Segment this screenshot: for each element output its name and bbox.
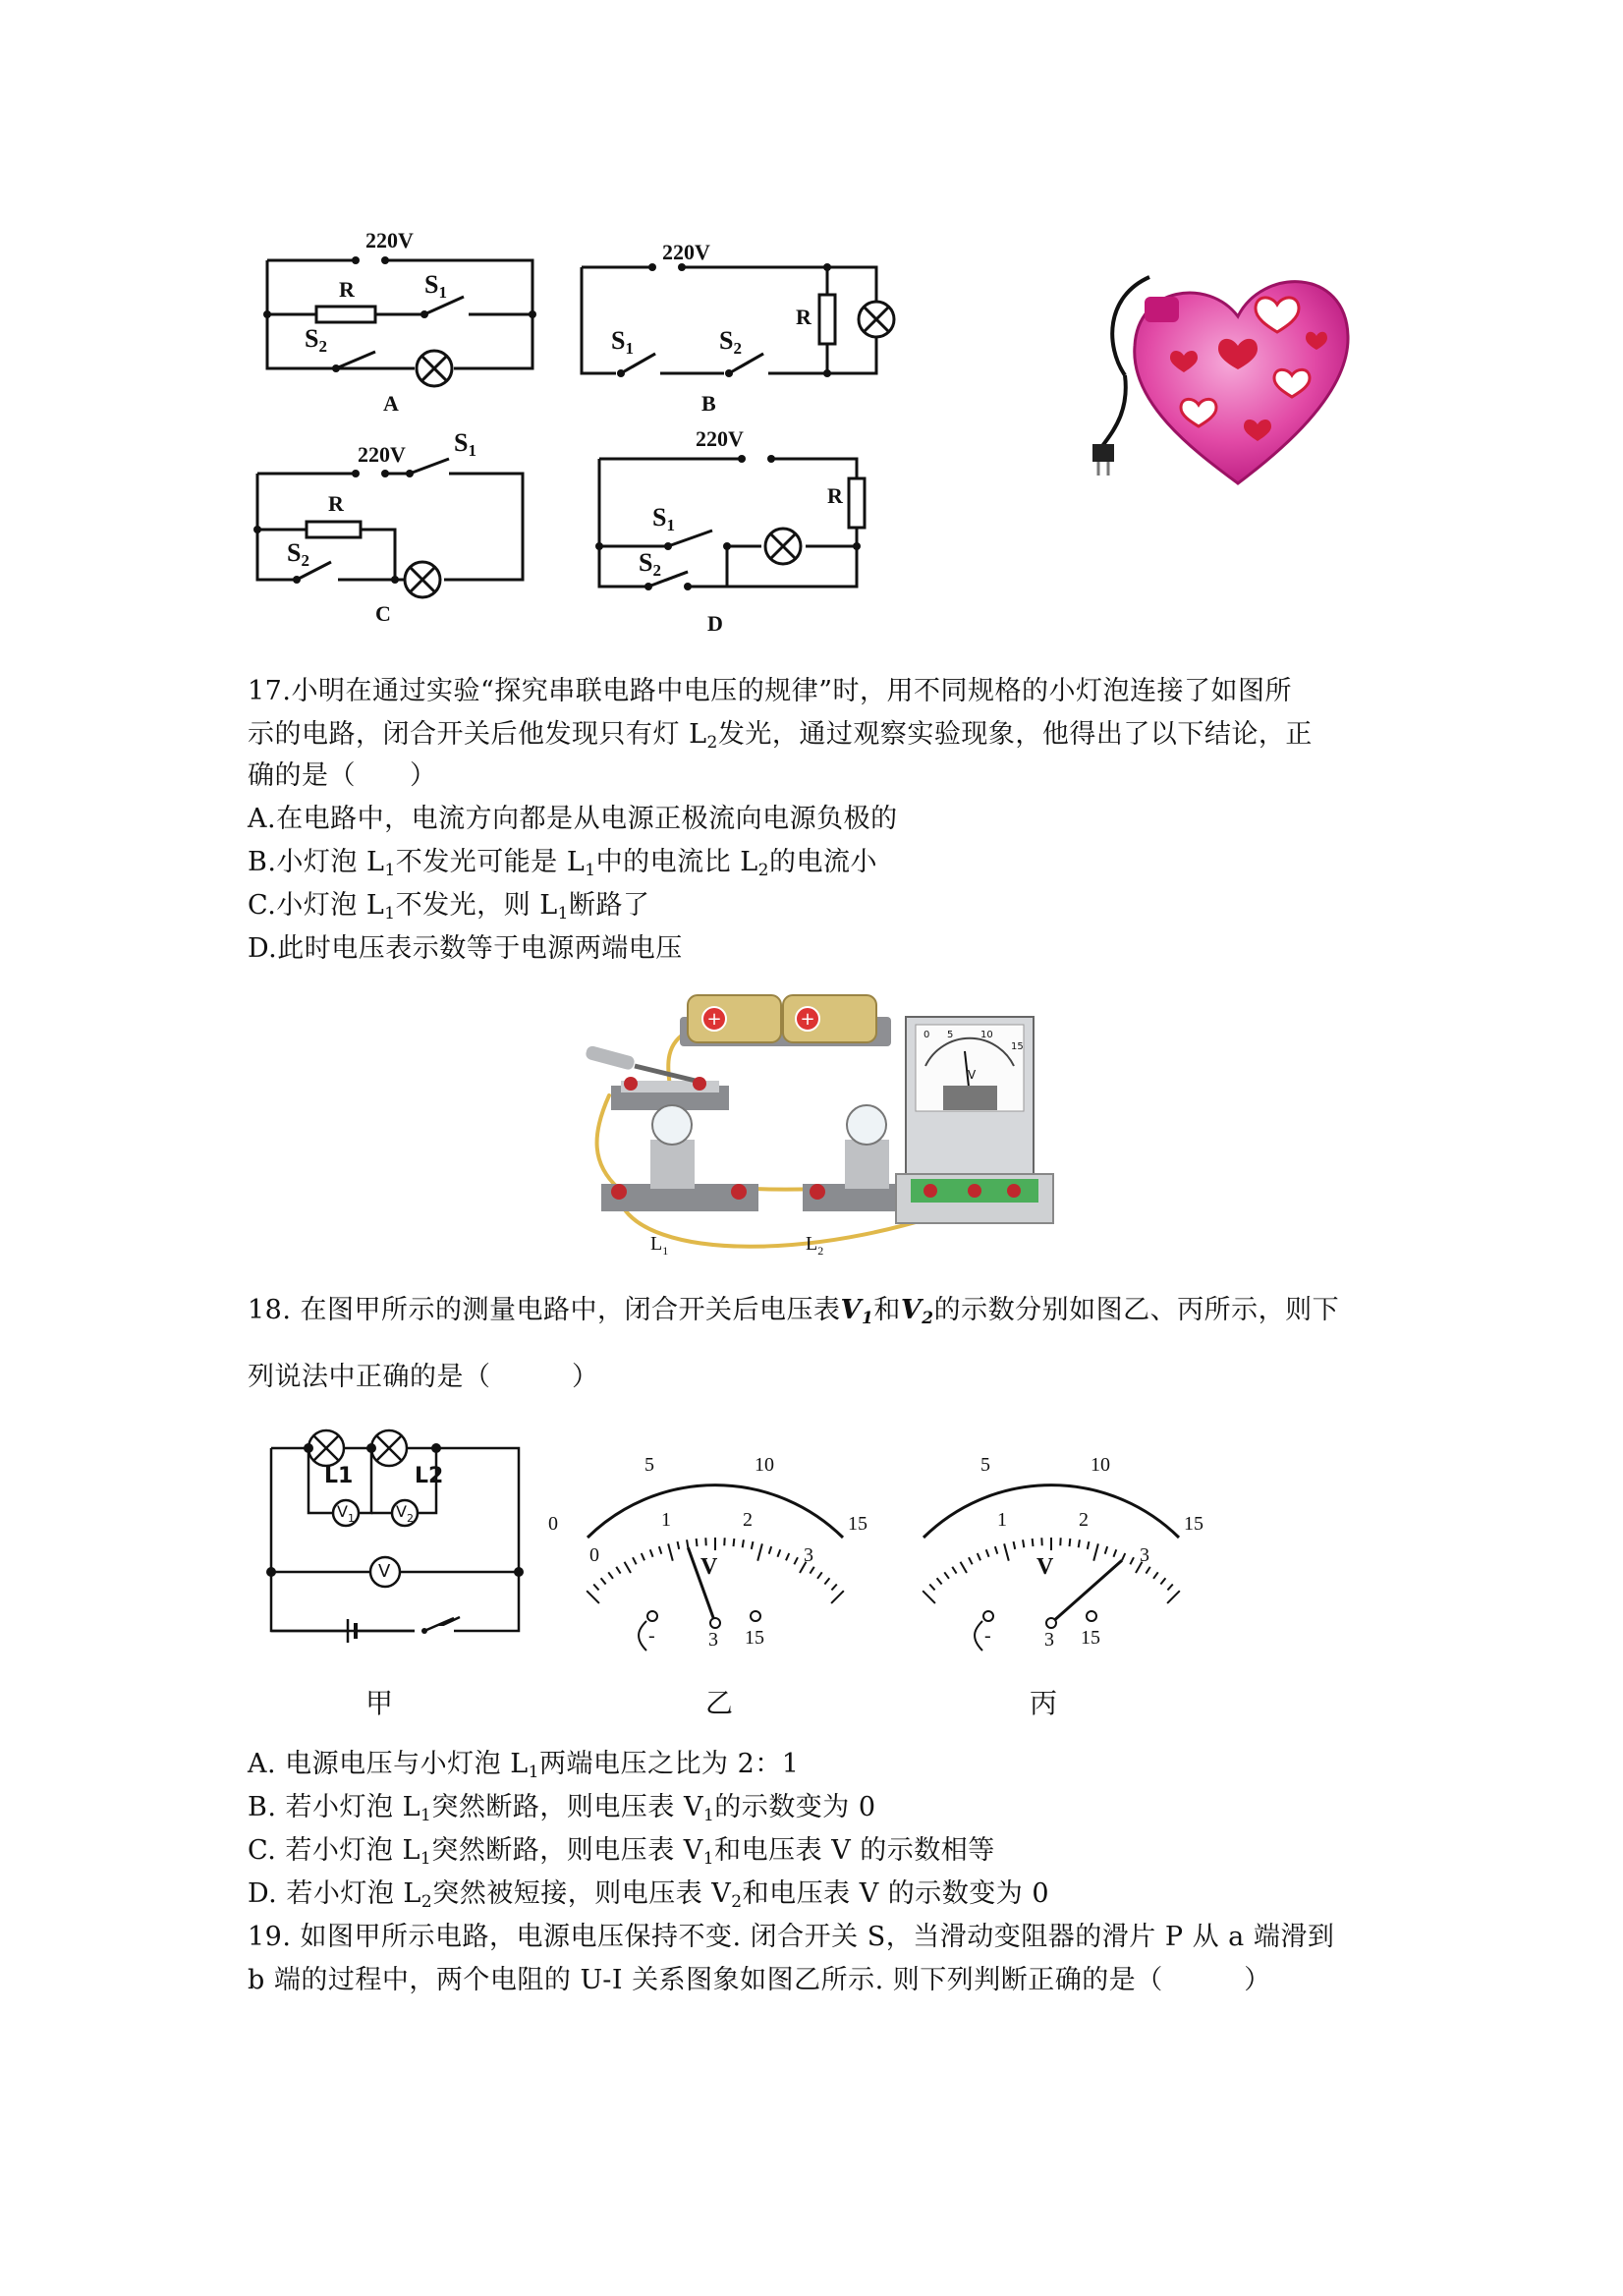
- figure-letter: C: [375, 601, 391, 626]
- inner-tick-0: 0: [589, 1544, 599, 1566]
- caption-bing: 丙: [1030, 1687, 1058, 1719]
- jia-l2-label: L2: [415, 1464, 444, 1488]
- meter-tick-5: 5: [947, 1030, 954, 1040]
- terminal-15: 15: [745, 1627, 764, 1649]
- switch-s2-label: $S_2$: [287, 538, 309, 570]
- inner-tick-1: 1: [997, 1509, 1007, 1531]
- q18-stem-line-2: 列说法中正确的是（ ）: [248, 1362, 599, 1392]
- q18-option-b: B. 若小灯泡 $L_1$突然断路，则电压表 $V_1$的示数变为 0: [248, 1792, 876, 1825]
- meter-tick-mark: [601, 1578, 606, 1584]
- q18-meter-bing: [884, 1444, 1218, 1660]
- meter-tick-mark: [587, 1591, 599, 1603]
- meter-tick-mark: [678, 1541, 680, 1549]
- terminal-3: 3: [708, 1629, 718, 1651]
- meter-tick-10: 10: [980, 1030, 993, 1040]
- q17-option-d: D.此时电压表示数等于电源两端电压: [248, 933, 683, 964]
- heart-heater-image: [1091, 257, 1356, 488]
- meter-tick-mark: [944, 1572, 949, 1578]
- outer-tick-0: 0: [548, 1513, 558, 1535]
- meter-tick-mark: [1167, 1585, 1172, 1591]
- meter-tick-mark: [810, 1567, 813, 1574]
- q17-option-b: B.小灯泡 $L_1$不发光可能是 $L_1$中的电流比 $L_2$的电流小: [248, 847, 877, 880]
- q17-stem-line-2: 示的电路，闭合开关后他发现只有灯 $L_2$发光，通过观察实验现象，他得出了以下结论，正: [248, 719, 1313, 753]
- voltage-label: 220V: [662, 240, 710, 264]
- meter-tick-mark: [1167, 1591, 1180, 1603]
- switch-s2-label: $S_2$: [305, 324, 327, 356]
- meter-tick-mark: [734, 1539, 735, 1546]
- meter-tick-mark: [1160, 1578, 1165, 1584]
- meter-tick-mark: [1014, 1541, 1016, 1549]
- meter-tick-mark: [668, 1543, 673, 1560]
- voltage-label: 220V: [365, 228, 414, 252]
- outer-tick-5: 5: [980, 1454, 990, 1476]
- q17-option-a: A.在电路中，电流方向都是从电源正极流向电源负极的: [248, 804, 898, 834]
- q17-option-c: C.小灯泡 $L_1$不发光，则 $L_1$断路了: [248, 890, 650, 924]
- meter-tick-0: 0: [923, 1030, 930, 1040]
- meter-tick-mark: [995, 1546, 997, 1554]
- meter-tick-mark: [1033, 1539, 1034, 1546]
- meter-tick-mark: [642, 1553, 644, 1560]
- meter-bing-dial: [884, 1444, 1218, 1660]
- meter-tick-mark: [923, 1591, 935, 1603]
- resistor-label: R: [328, 491, 344, 516]
- meter-tick-mark: [650, 1549, 653, 1556]
- meter-tick-mark: [752, 1541, 754, 1549]
- jia-l1-label: L1: [324, 1464, 354, 1488]
- inner-tick-3: 3: [804, 1544, 813, 1566]
- circuit-figure-c: [248, 424, 532, 631]
- q18-meter-yi: [548, 1444, 882, 1660]
- meter-tick-mark: [978, 1553, 980, 1560]
- meter-tick-mark: [1122, 1553, 1125, 1560]
- switch-s1-label: $S_1$: [611, 326, 634, 358]
- circuit-figure-d: [589, 424, 874, 641]
- voltage-label: 220V: [358, 442, 406, 467]
- meter-tick-mark: [937, 1578, 942, 1584]
- meter-tick-mark: [743, 1540, 744, 1547]
- bulb-l1-label: $L_1$: [650, 1233, 669, 1258]
- meter-tick-mark: [1093, 1543, 1098, 1560]
- q17-stem-line-3: 确的是（ ）: [248, 760, 437, 791]
- meter-tick-mark: [625, 1562, 632, 1573]
- meter-tick-mark: [1113, 1549, 1116, 1556]
- outer-tick-5: 5: [644, 1454, 654, 1476]
- meter-tick-mark: [769, 1546, 771, 1554]
- terminal-minus: -: [648, 1625, 655, 1647]
- resistor-label: R: [339, 277, 355, 302]
- svg-text:+: +: [706, 1009, 722, 1030]
- meter-tick-15: 15: [1011, 1041, 1024, 1052]
- q19-stem-line-2: b 端的过程中，两个电阻的 U-I 关系图象如图乙所示. 则下列判断正确的是（ ）: [248, 1965, 1271, 1995]
- circuit-b-diagram: [572, 226, 896, 422]
- q18-stem-line-1: 18. 在图甲所示的测量电路中，闭合开关后电压表$V_1$和$V_2$的示数分别如图乙、丙所示，则下: [248, 1295, 1340, 1328]
- meter-tick-mark: [961, 1562, 968, 1573]
- meter-tick-mark: [1023, 1540, 1024, 1547]
- jia-v1-label: $V_1$: [337, 1502, 355, 1525]
- q18-option-a: A. 电源电压与小灯泡 $L_1$两端电压之比为 2：1: [248, 1749, 800, 1782]
- figure-letter: D: [707, 611, 723, 636]
- meter-tick-mark: [1153, 1572, 1158, 1578]
- q17-stem-line-1: 17.小明在通过实验“探究串联电路中电压的规律”时，用不同规格的小灯泡连接了如图所: [248, 676, 1293, 706]
- meter-tick-mark: [1004, 1543, 1009, 1560]
- inner-tick-3: 3: [1140, 1544, 1149, 1566]
- svg-text:+: +: [800, 1009, 815, 1030]
- voltage-label: 220V: [696, 426, 744, 451]
- meter-tick-mark: [608, 1572, 613, 1578]
- inner-tick-2: 2: [743, 1509, 753, 1531]
- meter-tick-mark: [929, 1585, 934, 1591]
- bulb-l2-label: $L_2$: [806, 1233, 824, 1258]
- meter-tick-mark: [817, 1572, 822, 1578]
- circuit-a-diagram: [257, 226, 542, 422]
- meter-tick-mark: [1079, 1540, 1080, 1547]
- circuit-figure-a: [257, 226, 542, 422]
- switch-s1-label: $S_1$: [652, 503, 675, 534]
- meter-tick-mark: [593, 1585, 598, 1591]
- outer-tick-15: 15: [848, 1513, 867, 1535]
- meter-tick-mark: [777, 1549, 780, 1556]
- circuit-figure-b: [572, 226, 896, 422]
- q18-figure-jia: [257, 1427, 532, 1643]
- meter-tick-mark: [1105, 1546, 1107, 1554]
- terminal-3: 3: [1044, 1629, 1054, 1651]
- terminal-minus: -: [984, 1625, 991, 1647]
- switch-s2-label: $S_2$: [719, 326, 742, 358]
- meter-tick-mark: [786, 1553, 789, 1560]
- meter-tick-mark: [824, 1578, 829, 1584]
- jia-circuit-diagram: [257, 1427, 532, 1643]
- q18-option-c: C. 若小灯泡 $L_1$突然断路，则电压表 $V_1$和电压表 V 的示数相等: [248, 1835, 995, 1869]
- meter-tick-mark: [757, 1543, 762, 1560]
- outer-tick-10: 10: [755, 1454, 774, 1476]
- meter-tick-mark: [831, 1591, 844, 1603]
- meter-tick-mark: [697, 1539, 698, 1546]
- heart-heater-photo: [1091, 257, 1356, 488]
- outer-tick-15: 15: [1184, 1513, 1203, 1535]
- outer-tick-10: 10: [1091, 1454, 1110, 1476]
- meter-tick-mark: [831, 1585, 836, 1591]
- jia-v-label: V: [378, 1561, 391, 1582]
- figure-letter: A: [383, 391, 399, 416]
- meter-unit: V: [968, 1068, 977, 1082]
- meter-tick-mark: [986, 1549, 989, 1556]
- meter-tick-mark: [633, 1557, 637, 1564]
- switch-s1-label: $S_1$: [454, 428, 476, 460]
- meter-unit: V: [1036, 1554, 1054, 1580]
- meter-tick-mark: [969, 1557, 973, 1564]
- inner-tick-1: 1: [661, 1509, 671, 1531]
- meter-tick-mark: [1088, 1541, 1090, 1549]
- meter-tick-mark: [952, 1567, 956, 1574]
- inner-tick-2: 2: [1079, 1509, 1089, 1531]
- q17-apparatus-figure: [582, 987, 1058, 1272]
- q19-stem-line-1: 19. 如图甲所示电路，电源电压保持不变. 闭合开关 S，当滑动变阻器的滑片 P 从 a 端滑到: [248, 1922, 1335, 1952]
- caption-jia: 甲: [365, 1687, 394, 1719]
- resistor-label: R: [796, 305, 812, 329]
- meter-tick-mark: [1130, 1557, 1134, 1564]
- terminal-15: 15: [1081, 1627, 1100, 1649]
- circuit-d-diagram: [589, 424, 874, 641]
- figure-letter: B: [701, 391, 716, 416]
- q18-option-d: D. 若小灯泡 $L_2$突然被短接，则电压表 $V_2$和电压表 V 的示数变为 0: [248, 1878, 1050, 1912]
- meter-unit: V: [700, 1554, 718, 1580]
- switch-s1-label: $S_1$: [424, 270, 447, 302]
- meter-tick-mark: [794, 1557, 798, 1564]
- jia-v2-label: $V_2$: [396, 1502, 414, 1525]
- meter-tick-mark: [1070, 1539, 1071, 1546]
- meter-tick-mark: [616, 1567, 620, 1574]
- caption-yi: 乙: [705, 1687, 734, 1719]
- resistor-label: R: [827, 483, 843, 508]
- meter-tick-mark: [1146, 1567, 1149, 1574]
- meter-tick-mark: [687, 1540, 688, 1547]
- switch-s2-label: $S_2$: [639, 548, 661, 580]
- meter-tick-mark: [659, 1546, 661, 1554]
